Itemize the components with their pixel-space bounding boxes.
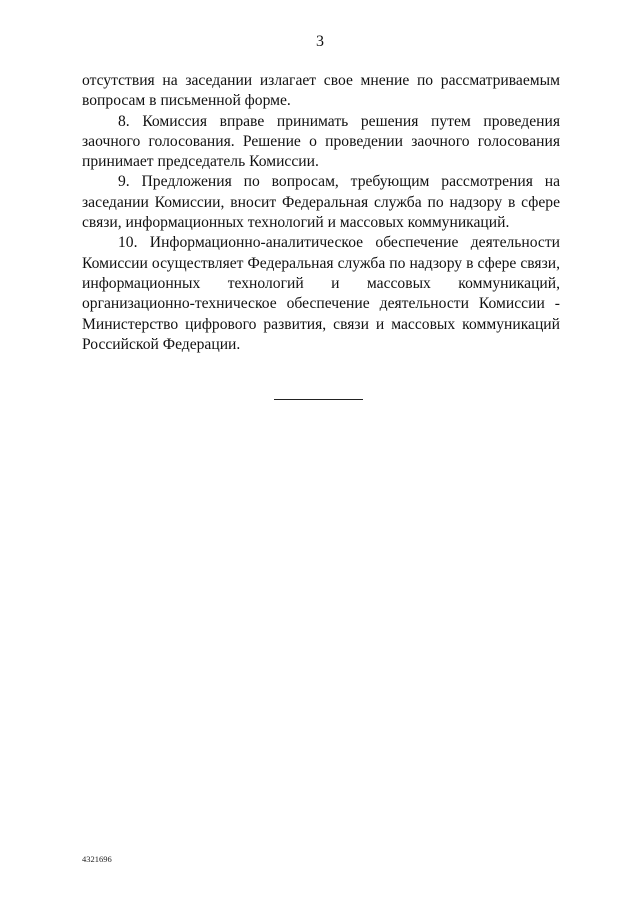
document-id: 4321696: [82, 854, 112, 864]
document-body: [82, 71, 560, 355]
paragraph-item-8: 8. Комиссия вправе принимать решения путем проведения заочного голосования. Решение о проведении заочного голосования принимает председатель Комиссии.: [82, 112, 560, 171]
paragraph-item-10: 10. Информационно-аналитическое обеспечение деятельности Комиссии осуществляет Федеральная служба по надзору в сфере связи, информационных технологий и массовых коммуникаций, организационно-техническое обеспечение деятельности Комиссии - Министерство цифрового развития, связи и массовых коммуникаций Российской Федерации.: [82, 234, 560, 353]
end-of-text-separator: [274, 399, 363, 400]
paragraph-item-9: 9. Предложения по вопросам, требующим рассмотрения на заседании Комиссии, вносит Федеральная служба по надзору в сфере связи, информационных технологий и массовых коммуникаций.: [82, 173, 560, 232]
paragraph-continuation: отсутствия на заседании излагает свое мнение по рассматриваемым вопросам в письменной форме.: [82, 72, 560, 110]
page-number: 3: [316, 33, 324, 50]
